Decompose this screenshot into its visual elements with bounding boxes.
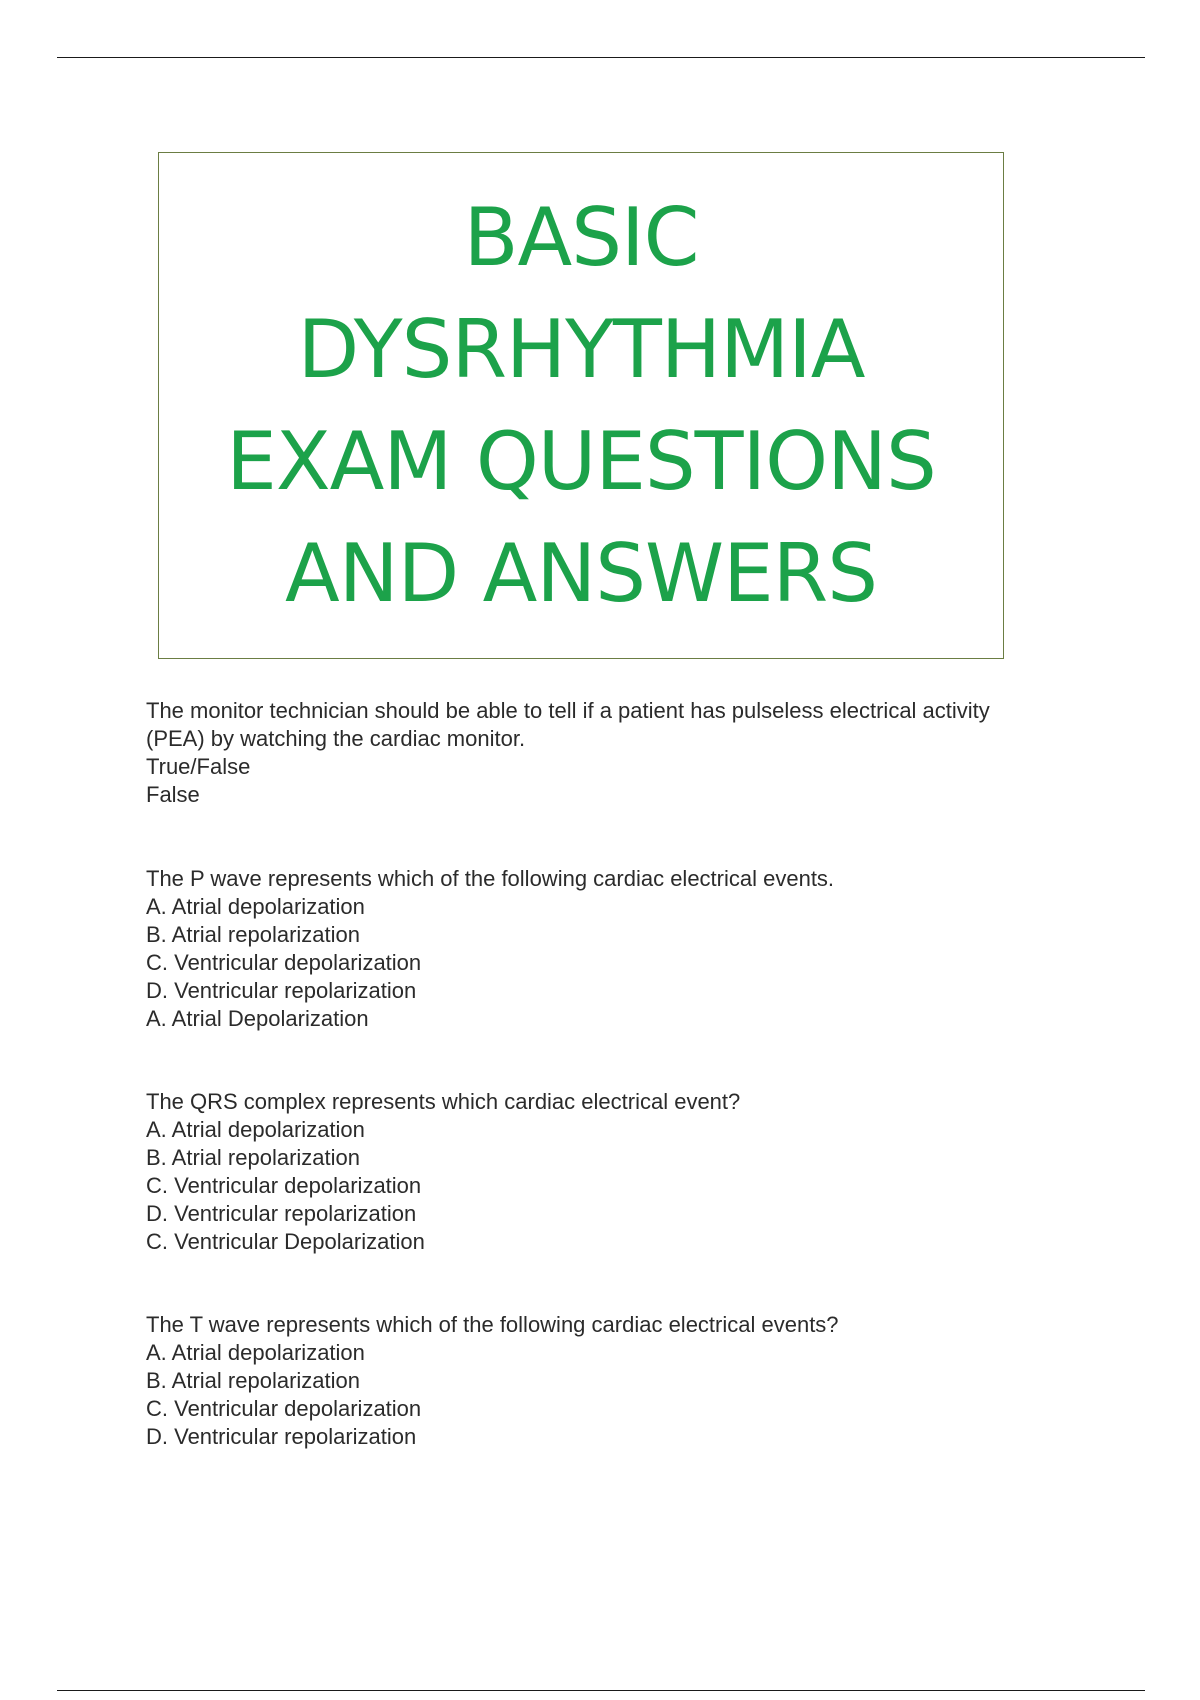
answer-text: C. Ventricular Depolarization [146, 1229, 425, 1254]
answer-option: D. Ventricular repolarization [146, 1424, 417, 1449]
question-block-3 [146, 1088, 1086, 1256]
answer-option: B. Atrial repolarization [146, 1145, 360, 1170]
answer-option: A. Atrial depolarization [146, 1340, 365, 1365]
question-text: The monitor technician should be able to tell if a patient has pulseless electrical activity [146, 698, 990, 723]
answer-option: A. Atrial depolarization [146, 1117, 365, 1142]
question-text: The T wave represents which of the following cardiac electrical events? [146, 1312, 839, 1337]
question-text: The QRS complex represents which cardiac electrical event? [146, 1089, 741, 1114]
question-block-4 [146, 1311, 1086, 1451]
answer-option: A. Atrial depolarization [146, 894, 365, 919]
header-rule [57, 57, 1145, 58]
answer-text: False [146, 782, 200, 807]
answer-option: C. Ventricular depolarization [146, 1173, 422, 1198]
answer-option: D. Ventricular repolarization [146, 1201, 417, 1226]
title-banner [158, 152, 1004, 659]
question-text: The P wave represents which of the following cardiac electrical events. [146, 866, 835, 891]
question-list [146, 697, 1086, 1506]
question-block-2 [146, 865, 1086, 1033]
answer-option: True/False [146, 754, 251, 779]
title-line: BASIC [463, 190, 699, 284]
answer-option: C. Ventricular depolarization [146, 1396, 422, 1421]
question-block-1 [146, 697, 1086, 809]
footer-rule [57, 1690, 1145, 1691]
answer-text: A. Atrial Depolarization [146, 1006, 369, 1031]
answer-option: B. Atrial repolarization [146, 922, 360, 947]
answer-option: D. Ventricular repolarization [146, 978, 417, 1003]
question-text: (PEA) by watching the cardiac monitor. [146, 726, 526, 751]
title-line: EXAM QUESTIONS [226, 414, 936, 508]
title-line: DYSRHYTHMIA [297, 302, 865, 396]
title-line: AND ANSWERS [285, 526, 877, 620]
answer-option: B. Atrial repolarization [146, 1368, 360, 1393]
answer-option: C. Ventricular depolarization [146, 950, 422, 975]
